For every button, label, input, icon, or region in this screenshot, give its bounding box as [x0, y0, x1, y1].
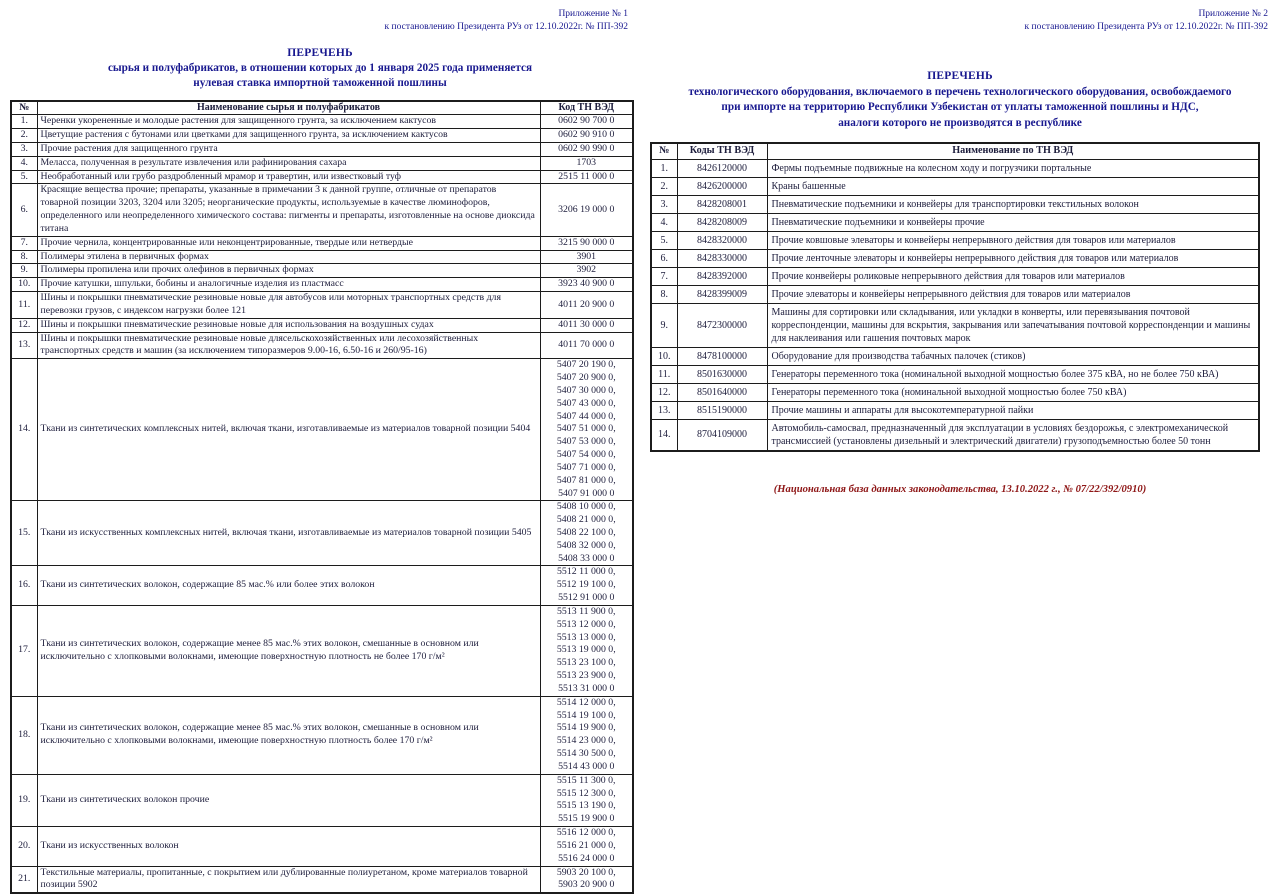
cell-codes — [540, 170, 633, 184]
cell-codes — [540, 696, 633, 774]
code-line: 8704109000 — [697, 429, 747, 441]
cell-codes — [540, 250, 633, 264]
code-line: 5407 51 000 0, — [556, 423, 616, 435]
table-row — [651, 231, 1259, 249]
cell-codes — [677, 365, 767, 383]
cell-num: 12. — [651, 383, 677, 401]
appendix-annotation — [640, 8, 1280, 34]
header-name: Наименование сырья и полуфабрикатов — [37, 101, 540, 115]
code-line: 8428392000 — [697, 270, 747, 282]
cell-name: Ткани из синтетических комплексных нитей, включая ткани, изготавливаемые из материалов товарной позиции 5404 — [37, 359, 540, 501]
cell-num: 6. — [651, 249, 677, 267]
code-line: 5407 20 190 0, — [556, 359, 616, 371]
cell-name: Прочие растения для защищенного грунта — [37, 142, 540, 156]
table-row — [11, 236, 633, 250]
cell-name: Автомобиль-самосвал, предназначенный для эксплуатации в условиях бездорожья, с электромеханической трансмиссией (установлены дизельный и электрический двигатели) грузоподъемностью более 50 тонн — [767, 419, 1259, 451]
header-code: Код ТН ВЭД — [540, 101, 633, 115]
table-row — [651, 285, 1259, 303]
code-line: 4011 30 000 0 — [558, 318, 615, 330]
code-line: 8428208001 — [697, 198, 747, 210]
subtitle-line-2: при импорте на территорию Республики Узбекистан от уплаты таможенной пошлины и НДС, — [721, 101, 1199, 114]
code-line: 5408 22 100 0, — [556, 527, 616, 538]
cell-name: Черенки укорененные и молодые растения для защищенного грунта, за исключением кактусов — [37, 115, 540, 129]
cell-codes — [540, 129, 633, 143]
page-title: ПЕРЕЧЕНЬ — [287, 46, 353, 59]
code-line: 8501630000 — [697, 368, 747, 380]
code-line: 1703 — [576, 156, 597, 168]
cell-name: Ткани из синтетических волокон, содержащие менее 85 мас.% этих волокон, смешанные в основном или исключительно с хлопковыми волокнами, имеющие поверхностную плотность более 170 г/м² — [37, 696, 540, 774]
code-line: 5407 91 000 0 — [558, 487, 615, 499]
cell-codes — [540, 318, 633, 332]
cell-codes — [677, 303, 767, 347]
page-subtitle — [0, 61, 640, 92]
cell-name: Ткани из синтетических волокон прочие — [37, 774, 540, 826]
table-row — [651, 419, 1259, 451]
code-line: 0602 90 700 0 — [558, 115, 615, 127]
header-code: Коды ТН ВЭД — [677, 143, 767, 159]
code-line: 5515 13 190 0, — [556, 800, 616, 812]
cell-name: Прочие ленточные элеваторы и конвейеры непрерывного действия для товаров или материалов — [767, 249, 1259, 267]
table-row — [651, 159, 1259, 177]
subtitle-line-3: аналоги которого не производятся в республике — [838, 116, 1082, 129]
cell-codes — [540, 332, 633, 359]
code-line: 5513 13 000 0, — [556, 631, 616, 643]
cell-num: 2. — [651, 177, 677, 195]
cell-codes — [540, 156, 633, 170]
code-line: 4011 20 900 0 — [558, 298, 615, 310]
cell-codes — [540, 292, 633, 319]
cell-num: 10. — [11, 278, 37, 292]
table-row — [11, 115, 633, 129]
table-row — [11, 827, 633, 866]
table-row — [11, 566, 633, 605]
cell-codes — [540, 866, 633, 893]
code-line: 5407 81 000 0, — [556, 474, 616, 486]
subtitle-line-1: сырья и полуфабрикатов, в отношении которых до 1 января 2025 года применяется — [107, 61, 533, 74]
cell-num: 21. — [11, 866, 37, 893]
cell-name: Генераторы переменного тока (номинальной выходной мощностью более 750 кВА) — [767, 383, 1259, 401]
code-line: 5903 20 100 0, — [556, 866, 616, 878]
code-line: 5513 23 900 0, — [556, 670, 616, 682]
code-line: 2515 11 000 0 — [558, 170, 615, 182]
code-line: 8426120000 — [697, 162, 747, 174]
cell-name: Прочие элеваторы и конвейеры непрерывного действия для товаров или материалов — [767, 285, 1259, 303]
cell-name: Прочие ковшовые элеваторы и конвейеры непрерывного действия для товаров или материалов — [767, 231, 1259, 249]
header-num: № — [11, 101, 37, 115]
cell-name: Шины и покрышки пневматические резиновые новые для автобусов или моторных транспортных средств для перевозки грузов, с индексом нагрузки более 121 — [37, 292, 540, 319]
code-line: 5515 11 300 0, — [557, 774, 616, 786]
cell-codes — [677, 419, 767, 451]
code-line: 5514 19 100 0, — [556, 709, 616, 721]
page-appendix-2 — [640, 0, 1280, 881]
cell-num: 13. — [651, 401, 677, 419]
cell-codes — [540, 359, 633, 501]
cell-num: 4. — [651, 213, 677, 231]
cell-name: Прочие машины и аппараты для высокотемпературной пайки — [767, 401, 1259, 419]
header-num: № — [651, 143, 677, 159]
cell-codes — [677, 401, 767, 419]
cell-num: 9. — [11, 264, 37, 278]
table-row — [11, 318, 633, 332]
code-line: 8478100000 — [697, 350, 747, 362]
code-line: 8428320000 — [697, 234, 747, 246]
table-row — [11, 696, 633, 774]
table-row — [11, 184, 633, 236]
cell-num: 10. — [651, 347, 677, 365]
code-line: 5512 11 000 0, — [557, 566, 616, 578]
cell-codes — [677, 177, 767, 195]
table-row — [11, 501, 633, 566]
table-row — [11, 129, 633, 143]
cell-num: 7. — [11, 236, 37, 250]
table-row — [651, 213, 1259, 231]
annotation-line-2: к постановлению Президента РУз от 12.10.2022г. № ПП-392 — [1024, 21, 1268, 32]
code-line: 8428208009 — [697, 216, 747, 228]
cell-codes — [677, 347, 767, 365]
code-line: 5513 23 100 0, — [556, 657, 616, 669]
subtitle-line-2: нулевая ставка импортной таможенной пошлины — [193, 77, 447, 90]
table-row — [11, 332, 633, 359]
code-line: 3206 19 000 0 — [558, 203, 615, 215]
cell-num: 19. — [11, 774, 37, 826]
code-line: 8428399009 — [697, 288, 747, 300]
table-row — [11, 866, 633, 893]
annotation-line-2: к постановлению Президента РУз от 12.10.2022г. № ПП-392 — [384, 21, 628, 32]
code-line: 5514 23 000 0, — [556, 735, 616, 747]
cell-num: 14. — [11, 359, 37, 501]
cell-name: Шины и покрышки пневматические резиновые новые для использования на воздушных судах — [37, 318, 540, 332]
code-line: 5407 30 000 0, — [556, 384, 616, 396]
cell-num: 9. — [651, 303, 677, 347]
cell-num: 4. — [11, 156, 37, 170]
cell-name: Прочие чернила, концентрированные или неконцентрированные, твердые или нетвердые — [37, 236, 540, 250]
table-row — [651, 267, 1259, 285]
code-line: 5513 19 000 0, — [556, 644, 616, 656]
code-line: 5408 21 000 0, — [556, 514, 616, 526]
page-subtitle — [640, 85, 1280, 131]
code-line: 5516 12 000 0, — [556, 827, 616, 839]
table-row — [11, 774, 633, 826]
cell-num: 8. — [651, 285, 677, 303]
code-line: 4011 70 000 0 — [558, 338, 615, 350]
cell-name: Необработанный или грубо раздробленный мрамор и травертин, или известковый туф — [37, 170, 540, 184]
cell-name: Цветущие растения с бутонами или цветками для защищенного грунта, за исключением кактусов — [37, 129, 540, 143]
table-row — [11, 264, 633, 278]
code-line: 5407 53 000 0, — [556, 436, 616, 448]
cell-codes — [540, 774, 633, 826]
cell-codes — [677, 159, 767, 177]
table-row — [651, 383, 1259, 401]
cell-num: 14. — [651, 419, 677, 451]
cell-num: 7. — [651, 267, 677, 285]
equipment-table — [650, 142, 1260, 452]
code-line: 0602 90 910 0 — [558, 129, 615, 141]
cell-codes — [677, 383, 767, 401]
cell-codes — [677, 285, 767, 303]
materials-table — [10, 100, 634, 894]
cell-codes — [540, 827, 633, 866]
cell-name: Ткани из искусственных волокон — [37, 827, 540, 866]
header-name: Наименование по ТН ВЭД — [767, 143, 1259, 159]
cell-num: 1. — [11, 115, 37, 129]
cell-codes — [540, 278, 633, 292]
code-line: 5514 19 900 0, — [556, 722, 616, 734]
cell-codes — [540, 566, 633, 605]
code-line: 5407 44 000 0, — [556, 410, 616, 422]
page-appendix-1 — [0, 0, 640, 891]
cell-name: Пневматические подъемники и конвейеры для транспортировки текстильных волокон — [767, 195, 1259, 213]
code-line: 5407 43 000 0, — [556, 397, 616, 409]
cell-name: Красящие вещества прочие; препараты, указанные в примечании 3 к данной группе, отличные от препаратов товарной позиции 3203, 3204 или 3205; неорганические продукты, используемые в качестве люминофоров, определенного или неопределенного химического состава: пигменты и препараты, изготовленные на основе диоксида титана — [37, 184, 540, 236]
code-line: 5407 54 000 0, — [556, 449, 616, 461]
cell-name: Генераторы переменного тока (номинальной выходной мощностью более 375 кВА, но не более 750 кВА) — [767, 365, 1259, 383]
cell-num: 5. — [651, 231, 677, 249]
cell-num: 13. — [11, 332, 37, 359]
table-row — [11, 170, 633, 184]
cell-codes — [540, 501, 633, 566]
cell-name: Ткани из искусственных комплексных нитей, включая ткани, изготавливаемые из материалов товарной позиции 5405 — [37, 501, 540, 566]
code-line: 5408 33 000 0 — [558, 552, 615, 564]
cell-num: 2. — [11, 129, 37, 143]
cell-codes — [677, 249, 767, 267]
cell-name: Краны башенные — [767, 177, 1259, 195]
code-line: 8515190000 — [697, 404, 747, 416]
table-row — [11, 605, 633, 696]
table-row — [11, 292, 633, 319]
cell-name: Пневматические подъемники и конвейеры прочие — [767, 213, 1259, 231]
code-line: 8426200000 — [697, 180, 747, 192]
cell-num: 17. — [11, 605, 37, 696]
cell-name: Шины и покрышки пневматические резиновые новые длясельскохозяйственных или лесохозяйственных транспортных средств и машин (за исключением типоразмеров 9.00-16, 6.50-16 и 260/95-16) — [37, 332, 540, 359]
cell-codes — [540, 115, 633, 129]
code-line: 5516 24 000 0 — [558, 852, 615, 864]
table-row — [651, 177, 1259, 195]
table-row — [11, 250, 633, 264]
cell-num: 11. — [651, 365, 677, 383]
cell-name: Прочие катушки, шпульки, бобины и аналогичные изделия из пластмасс — [37, 278, 540, 292]
table-header-row — [11, 101, 633, 115]
cell-num: 15. — [11, 501, 37, 566]
code-line: 5515 12 300 0, — [556, 787, 616, 799]
cell-num: 6. — [11, 184, 37, 236]
cell-codes — [677, 267, 767, 285]
code-line: 8428330000 — [697, 252, 747, 264]
cell-name: Машины для сортировки или складывания, или укладки в конверты, или перевязывания почтовой корреспонденции, машины для вскрытия, закрывания или запечатывания почтовой корреспонденции и машины для наклеивания или гашения почтовых марок — [767, 303, 1259, 347]
code-line: 8501640000 — [697, 386, 747, 398]
code-line: 5903 20 900 0 — [558, 879, 615, 891]
code-line: 3923 40 900 0 — [558, 278, 615, 290]
cell-num: 20. — [11, 827, 37, 866]
cell-num: 3. — [11, 142, 37, 156]
annotation-line-1: Приложение № 1 — [558, 9, 628, 19]
code-line: 5513 31 000 0 — [558, 682, 615, 694]
code-line: 5407 20 900 0, — [556, 372, 616, 384]
code-line: 5408 32 000 0, — [556, 539, 616, 551]
code-line: 5515 19 900 0 — [558, 813, 615, 825]
cell-codes — [540, 236, 633, 250]
table-row — [11, 359, 633, 501]
cell-name: Меласса, полученная в результате извлечения или рафинирования сахара — [37, 156, 540, 170]
table-row — [11, 142, 633, 156]
cell-name: Полимеры пропилена или прочих олефинов в первичных формах — [37, 264, 540, 278]
cell-name: Ткани из синтетических волокон, содержащие 85 мас.% или более этих волокон — [37, 566, 540, 605]
code-line: 5514 43 000 0 — [558, 760, 615, 772]
cell-name: Текстильные материалы, пропитанные, с покрытием или дублированные полиуретаном, кроме материалов товарной позиции 5902 — [37, 866, 540, 893]
code-line: 5514 30 500 0, — [556, 748, 616, 760]
cell-codes — [540, 184, 633, 236]
table-row — [651, 249, 1259, 267]
cell-codes — [540, 264, 633, 278]
code-line: 8472300000 — [697, 319, 747, 331]
table-row — [11, 156, 633, 170]
cell-name: Прочие конвейеры роликовые непрерывного действия для товаров или материалов — [767, 267, 1259, 285]
code-line: 0602 90 990 0 — [558, 142, 615, 154]
cell-name: Фермы подъемные подвижные на колесном ходу и погрузчики портальные — [767, 159, 1259, 177]
cell-num: 16. — [11, 566, 37, 605]
table-row — [651, 401, 1259, 419]
code-line: 5512 19 100 0, — [556, 579, 616, 591]
appendix-annotation — [0, 8, 640, 34]
table-row — [651, 365, 1259, 383]
code-line: 5408 10 000 0, — [556, 501, 616, 513]
table-row — [651, 347, 1259, 365]
cell-num: 18. — [11, 696, 37, 774]
cell-codes — [540, 605, 633, 696]
subtitle-line-1: технологического оборудования, включаемого в перечень технологического оборудования, освобождаемого — [688, 85, 1232, 98]
code-line: 3901 — [576, 250, 597, 262]
code-line: 5512 91 000 0 — [558, 592, 615, 604]
cell-name: Оборудование для производства табачных палочек (стиков) — [767, 347, 1259, 365]
table-row — [651, 195, 1259, 213]
page-title: ПЕРЕЧЕНЬ — [927, 69, 993, 82]
legal-database-footnote: (Национальная база данных законодательства, 13.10.2022 г., № 07/22/392/0910) — [773, 483, 1147, 495]
cell-num: 5. — [11, 170, 37, 184]
cell-codes — [677, 213, 767, 231]
cell-codes — [677, 231, 767, 249]
code-line: 3215 90 000 0 — [558, 236, 615, 248]
table-row — [11, 278, 633, 292]
code-line: 3902 — [576, 264, 597, 276]
cell-num: 8. — [11, 250, 37, 264]
cell-num: 3. — [651, 195, 677, 213]
cell-name: Полимеры этилена в первичных формах — [37, 250, 540, 264]
code-line: 5407 71 000 0, — [556, 461, 616, 473]
cell-num: 11. — [11, 292, 37, 319]
table-row — [651, 303, 1259, 347]
table-header-row — [651, 143, 1259, 159]
code-line: 5513 11 900 0, — [557, 605, 616, 617]
code-line: 5513 12 000 0, — [556, 618, 616, 630]
cell-codes — [540, 142, 633, 156]
cell-codes — [677, 195, 767, 213]
cell-name: Ткани из синтетических волокон, содержащие менее 85 мас.% этих волокон, смешанные в основном или исключительно с хлопковыми волокнами, имеющие поверхностную плотность не более 170 г/м² — [37, 605, 540, 696]
code-line: 5514 12 000 0, — [556, 696, 616, 708]
cell-num: 1. — [651, 159, 677, 177]
cell-num: 12. — [11, 318, 37, 332]
code-line: 5516 21 000 0, — [556, 839, 616, 851]
annotation-line-1: Приложение № 2 — [1198, 9, 1268, 19]
